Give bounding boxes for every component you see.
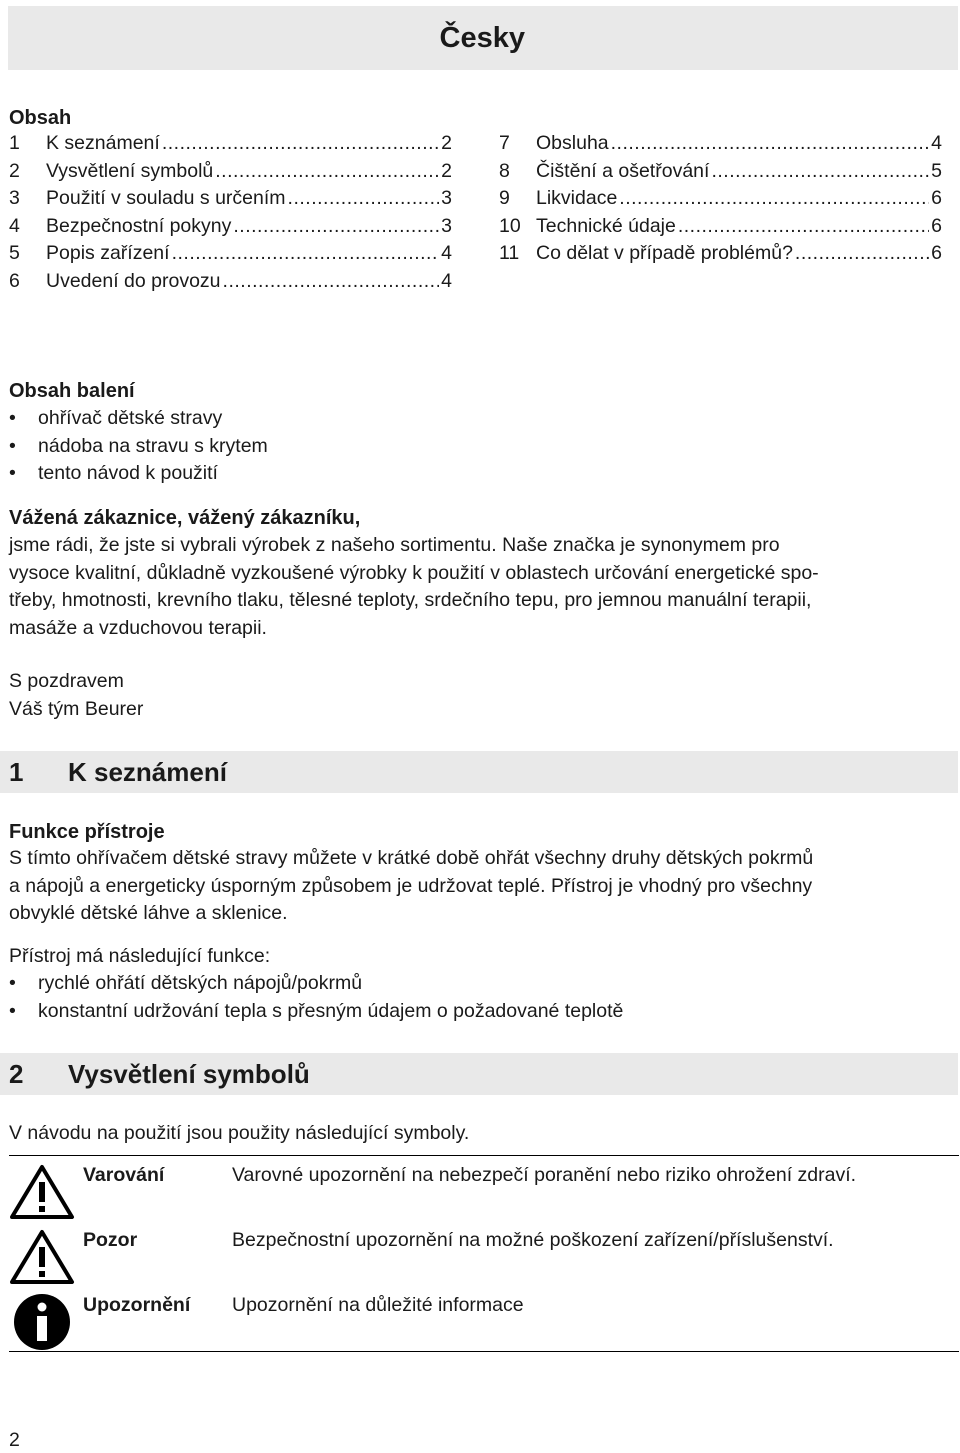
toc-entry-number: 6 [9,269,20,292]
toc-entry-label: Čištění a ošetřování [536,159,710,182]
symbols-table [9,1155,959,1352]
bullet-icon: • [9,972,16,994]
toc-leader-dots [709,158,929,186]
toc-entry-number: 5 [9,242,20,264]
toc-entry[interactable] [499,130,942,158]
toc-entry[interactable] [9,213,452,241]
bullet-icon: • [9,999,16,1022]
greeting-text: jsme rádi, že jste si vybrali výrobek z našeho sortimentu. Naše značka je synonymem pro vysoce kvalitní, důkladně vyzkoušené výrobky k použití v oblastech určování energetické spo- třeby, hmotnosti, krevního tlaku, tělesné teploty, srdečního tepu, pro jemnou manuální terapii, masáže a vzduchovou terapii. [9,534,819,639]
toc-leader-dots [213,158,439,186]
toc-leader-dots [221,268,440,296]
list-item: • konstantní udržování tepla s přesným údajem o požadované teplotě [9,998,623,1026]
toc-entry-number: 10 [499,214,521,237]
section-1-header [0,751,958,793]
toc-entry[interactable] [499,240,942,268]
section-title: Vysvětlení symbolů [68,1059,310,1089]
toc-leader-dots [617,185,929,213]
section-2-intro: V návodu na použití jsou použity následující symboly. [9,1122,470,1144]
toc-entry-page: 3 [441,187,452,209]
toc-entry-page: 2 [441,159,452,182]
toc-entry-label: Popis zařízení [46,242,170,264]
toc-entry[interactable] [9,158,452,186]
toc-entry[interactable] [499,213,942,241]
toc-entry-number: 2 [9,159,20,182]
toc-entry-page: 2 [441,132,452,154]
toc-entry-page: 6 [931,242,942,264]
symbol-description: Varovné upozornění na nebezpečí poranění nebo riziko ohrožení zdraví. [232,1164,857,1186]
page-number: 2 [9,1429,20,1451]
info-circle-icon [9,1292,75,1352]
bullet-icon: • [9,407,16,429]
table-row [9,1221,959,1286]
toc-entry-label: Uvedení do provozu [46,269,221,292]
toc-entry[interactable] [9,185,452,213]
section-number: 1 [9,757,24,787]
toc-entry[interactable] [9,240,452,268]
symbol-name: Pozor [83,1229,138,1251]
table-row [9,1286,959,1351]
toc-entry-number: 11 [499,242,520,264]
toc-entry-label: Obsluha [536,132,609,154]
greeting-signature: S pozdravem Váš tým Beurer [9,670,144,720]
toc-leader-dots [160,130,439,158]
toc-entry-page: 5 [931,159,942,182]
list-item: • rychlé ohřátí dětských nápojů/pokrmů [9,970,623,998]
toc-entry-label: K seznámení [46,132,160,154]
language-header [8,6,958,70]
toc-entry-page: 4 [441,269,452,292]
section-1-subtitle: Funkce přístroje [9,821,165,843]
toc-entry-page: 4 [441,242,452,264]
package-list [9,405,268,488]
section-1-text: S tímto ohřívačem dětské stravy můžete v krátké době ohřát všechny druhy dětských pokrmů a nápojů a energeticky úsporným způsobem je udržovat teplé. Přístroj je vhodný pro všechny obvyklé dětské láhve a sklenice. [9,847,814,924]
toc-leader-dots [793,240,929,268]
list-item: • nádoba na stravu s krytem [9,433,268,461]
toc-right-column [499,130,942,268]
toc-leader-dots [676,213,929,241]
toc-entry-page: 6 [931,214,942,237]
section-title: K seznámení [68,757,227,787]
toc-entry-page: 6 [931,187,942,209]
symbol-name: Varování [83,1164,165,1186]
toc-leader-dots [609,130,930,158]
toc-entry-number: 3 [9,187,20,209]
toc-leader-dots [231,213,439,241]
toc-entry-label: Technické údaje [536,214,676,237]
bullet-icon: • [9,434,16,457]
toc-entry-page: 4 [931,132,942,154]
section-number: 2 [9,1059,24,1089]
section-2-header [0,1053,958,1095]
toc-entry-label: Co dělat v případě problémů? [536,242,793,264]
toc-leader-dots [170,240,440,268]
package-title: Obsah balení [9,380,135,402]
toc-entry-label: Vysvětlení symbolů [46,159,214,182]
toc-entry[interactable] [9,268,452,296]
toc-entry-label: Použití v souladu s určením [46,187,286,209]
toc-entry-number: 4 [9,214,20,237]
toc-entry-label: Bezpečnostní pokyny [46,214,232,237]
greeting-title: Vážená zákaznice, vážený zákazníku, [9,507,361,529]
features-list [9,970,623,1025]
toc-entry-number: 7 [499,132,510,154]
warning-triangle-icon [9,1162,75,1222]
toc-entry-number: 8 [499,159,510,182]
toc-left-column [9,130,452,295]
symbol-name: Upozornění [83,1294,191,1316]
toc-entry[interactable] [499,158,942,186]
features-intro: Přístroj má následující funkce: [9,945,271,967]
table-row [9,1156,959,1221]
symbol-description: Upozornění na důležité informace [232,1294,524,1316]
toc-leader-dots [286,185,440,213]
language-label: Česky [439,22,525,54]
toc-entry-page: 3 [441,214,452,237]
toc-entry-label: Likvidace [536,187,618,209]
toc-entry[interactable] [9,130,452,158]
list-item: • tento návod k použití [9,460,268,488]
toc-title: Obsah [9,107,72,129]
warning-triangle-icon [9,1227,75,1287]
list-item: • ohřívač dětské stravy [9,405,268,433]
bullet-icon: • [9,462,16,484]
toc-entry-number: 9 [499,187,510,209]
symbol-description: Bezpečnostní upozornění na možné poškození zařízení/příslušenství. [232,1229,834,1251]
toc-entry-number: 1 [9,132,20,154]
toc-entry[interactable] [499,185,942,213]
